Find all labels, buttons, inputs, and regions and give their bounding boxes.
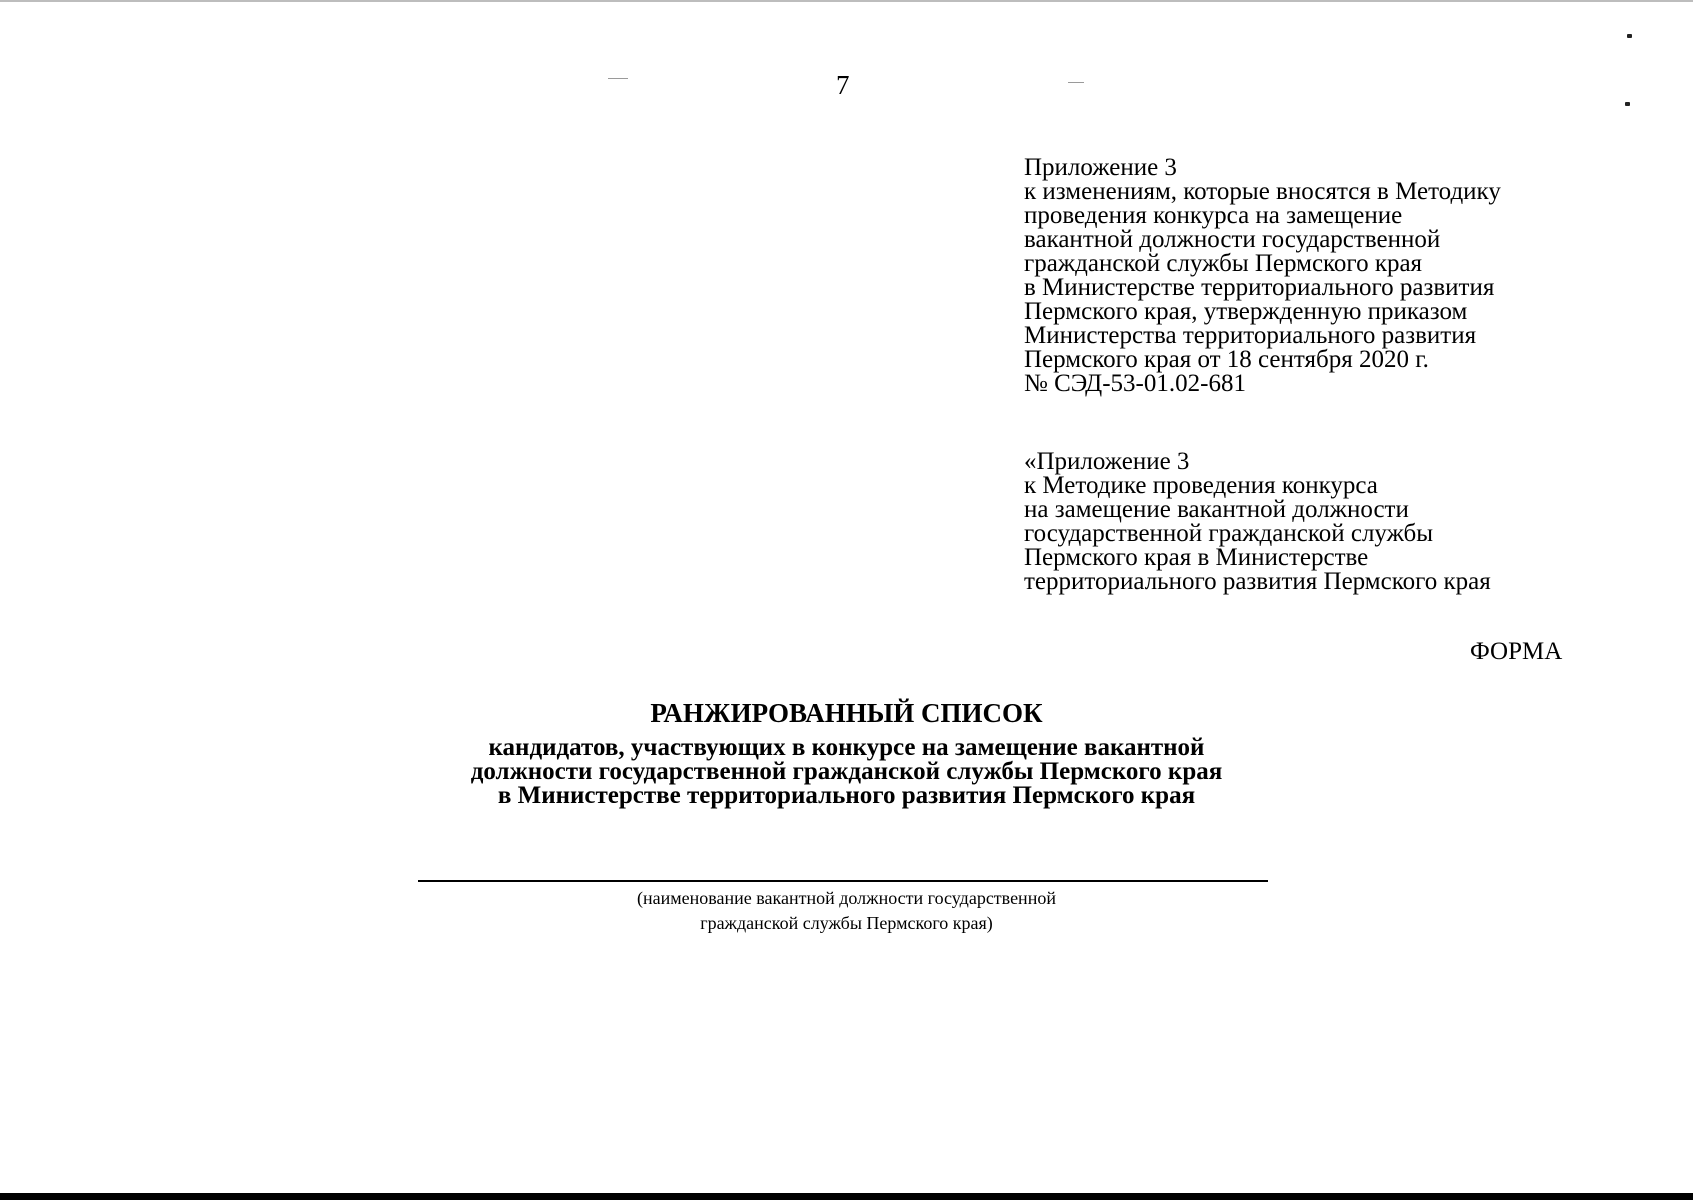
- caption-line: гражданской службы Пермского края): [700, 913, 993, 933]
- appendix-reference: [1024, 156, 1664, 396]
- page-number: 7: [836, 70, 850, 100]
- scan-artifact: [1625, 102, 1630, 106]
- appendix-line: Пермского края, утвержденную приказом: [1024, 298, 1468, 325]
- appendix-line: Приложение 3: [1024, 154, 1177, 181]
- scan-artifact: [1068, 82, 1084, 83]
- position-name-fill-line: [418, 880, 1268, 882]
- scan-artifact: [1627, 34, 1632, 38]
- document-title-text: РАНЖИРОВАННЫЙ СПИСОК: [650, 698, 1043, 728]
- quoted-appendix-line: «Приложение 3: [1024, 448, 1190, 475]
- appendix-line: Пермского края от 18 сентября 2020 г.: [1024, 346, 1429, 373]
- subtitle-line: кандидатов, участвующих в конкурсе на замещение вакантной: [488, 734, 1205, 761]
- appendix-line: № СЭД-53-01.02-681: [1024, 370, 1246, 397]
- appendix-line: в Министерстве территориального развития: [1024, 274, 1495, 301]
- appendix-line: к изменениям, которые вносятся в Методику: [1024, 178, 1501, 205]
- scan-top-edge: [0, 0, 1693, 2]
- appendix-line: вакантной должности государственной: [1024, 226, 1441, 253]
- appendix-line: гражданской службы Пермского края: [1024, 250, 1423, 277]
- scan-artifact: [608, 78, 628, 79]
- subtitle-line: в Министерстве территориального развития Пермского края: [497, 782, 1196, 809]
- appendix-line: проведения конкурса на замещение: [1024, 202, 1403, 229]
- document-subtitle: [0, 736, 1693, 808]
- appendix-line: Министерства территориального развития: [1024, 322, 1477, 349]
- quoted-appendix-line: на замещение вакантной должности: [1024, 496, 1409, 523]
- caption-line: (наименование вакантной должности государственной: [637, 888, 1056, 908]
- position-name-caption: [0, 886, 1693, 936]
- quoted-appendix-line: государственной гражданской службы: [1024, 520, 1434, 547]
- quoted-appendix-reference: [1024, 450, 1664, 594]
- scan-bottom-edge: [0, 1193, 1693, 1200]
- quoted-appendix-line: к Методике проведения конкурса: [1024, 472, 1378, 499]
- quoted-appendix-line: Пермского края в Министерстве: [1024, 544, 1369, 571]
- document-title: [0, 697, 1693, 729]
- quoted-appendix-line: территориального развития Пермского края: [1024, 568, 1491, 595]
- form-label: ФОРМА: [1470, 638, 1563, 665]
- subtitle-line: должности государственной гражданской службы Пермского края: [470, 758, 1223, 785]
